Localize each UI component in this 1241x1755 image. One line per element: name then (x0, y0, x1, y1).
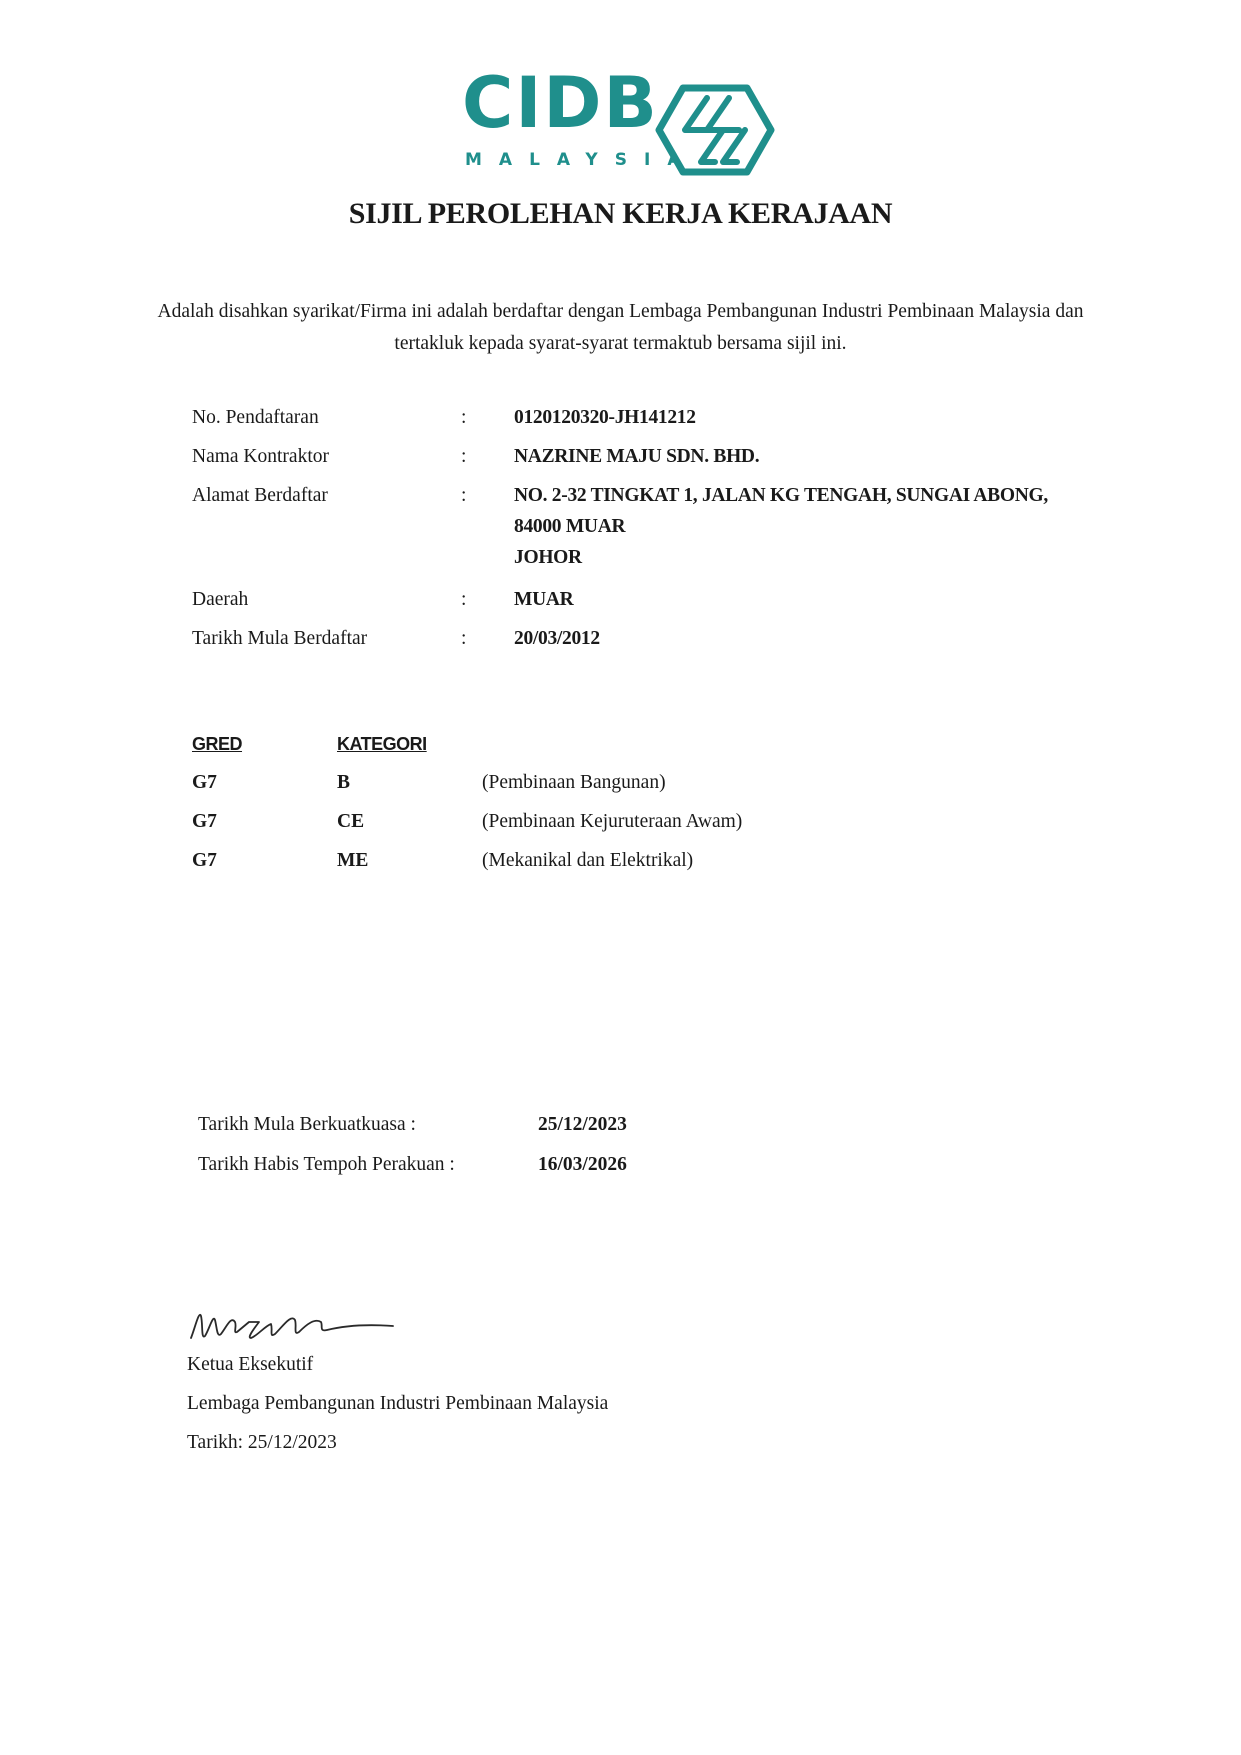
logo-wordmark: CIDB (462, 62, 659, 144)
registration-number-label: No. Pendaftaran (192, 407, 319, 428)
category-value: B (337, 772, 351, 793)
colon: : (461, 589, 467, 610)
expiry-date-label: Tarikh Habis Tempoh Perakuan : (198, 1154, 455, 1175)
effective-date-label: Tarikh Mula Berkuatkuasa : (198, 1114, 416, 1135)
district-value: MUAR (514, 589, 574, 610)
colon: : (461, 485, 467, 506)
cidb-hexagon-icon (655, 82, 775, 178)
category-description: (Mekanikal dan Elektrikal) (482, 850, 694, 871)
cidb-logo (462, 62, 782, 178)
colon: : (461, 446, 467, 467)
address-line-2: 84000 MUAR (514, 516, 626, 537)
certificate-title: SIJIL PEROLEHAN KERJA KERAJAAN (348, 197, 893, 230)
colon: : (461, 628, 467, 649)
signatory-title: Ketua Eksekutif (187, 1354, 314, 1375)
district-label: Daerah (192, 589, 249, 610)
contractor-name-label: Nama Kontraktor (192, 446, 329, 467)
category-value: ME (337, 850, 369, 871)
category-header: KATEGORI (337, 734, 427, 754)
grade-header: GRED (192, 734, 243, 754)
registration-start-value: 20/03/2012 (514, 628, 600, 649)
grade-value: G7 (192, 811, 217, 832)
expiry-date-value: 16/03/2026 (538, 1154, 627, 1175)
registration-number-value: 0120120320-JH141212 (514, 407, 696, 428)
signature-date: Tarikh: 25/12/2023 (187, 1432, 337, 1453)
signature-icon (187, 1300, 397, 1350)
category-description: (Pembinaan Bangunan) (482, 772, 666, 793)
effective-date-value: 25/12/2023 (538, 1114, 627, 1135)
registration-start-label: Tarikh Mula Berdaftar (192, 628, 368, 649)
signatory-organization: Lembaga Pembangunan Industri Pembinaan Malaysia (187, 1393, 609, 1414)
category-value: CE (337, 811, 365, 832)
address-line-1: NO. 2-32 TINGKAT 1, JALAN KG TENGAH, SUNGAI ABONG, (514, 485, 1048, 506)
intro-paragraph: Adalah disahkan syarikat/Firma ini adalah berdaftar dengan Lembaga Pembangunan Industri Pembinaan Malaysia dan tertakluk kepada syarat-syarat termaktub bersama sijil ini. (157, 301, 1084, 354)
address-label: Alamat Berdaftar (192, 485, 328, 506)
grade-value: G7 (192, 772, 217, 793)
address-line-3: JOHOR (514, 547, 582, 568)
logo-subtitle: MALAYSIA (465, 150, 698, 170)
category-description: (Pembinaan Kejuruteraan Awam) (482, 811, 743, 832)
grade-value: G7 (192, 850, 217, 871)
contractor-name-value: NAZRINE MAJU SDN. BHD. (514, 446, 760, 467)
colon: : (461, 407, 467, 428)
